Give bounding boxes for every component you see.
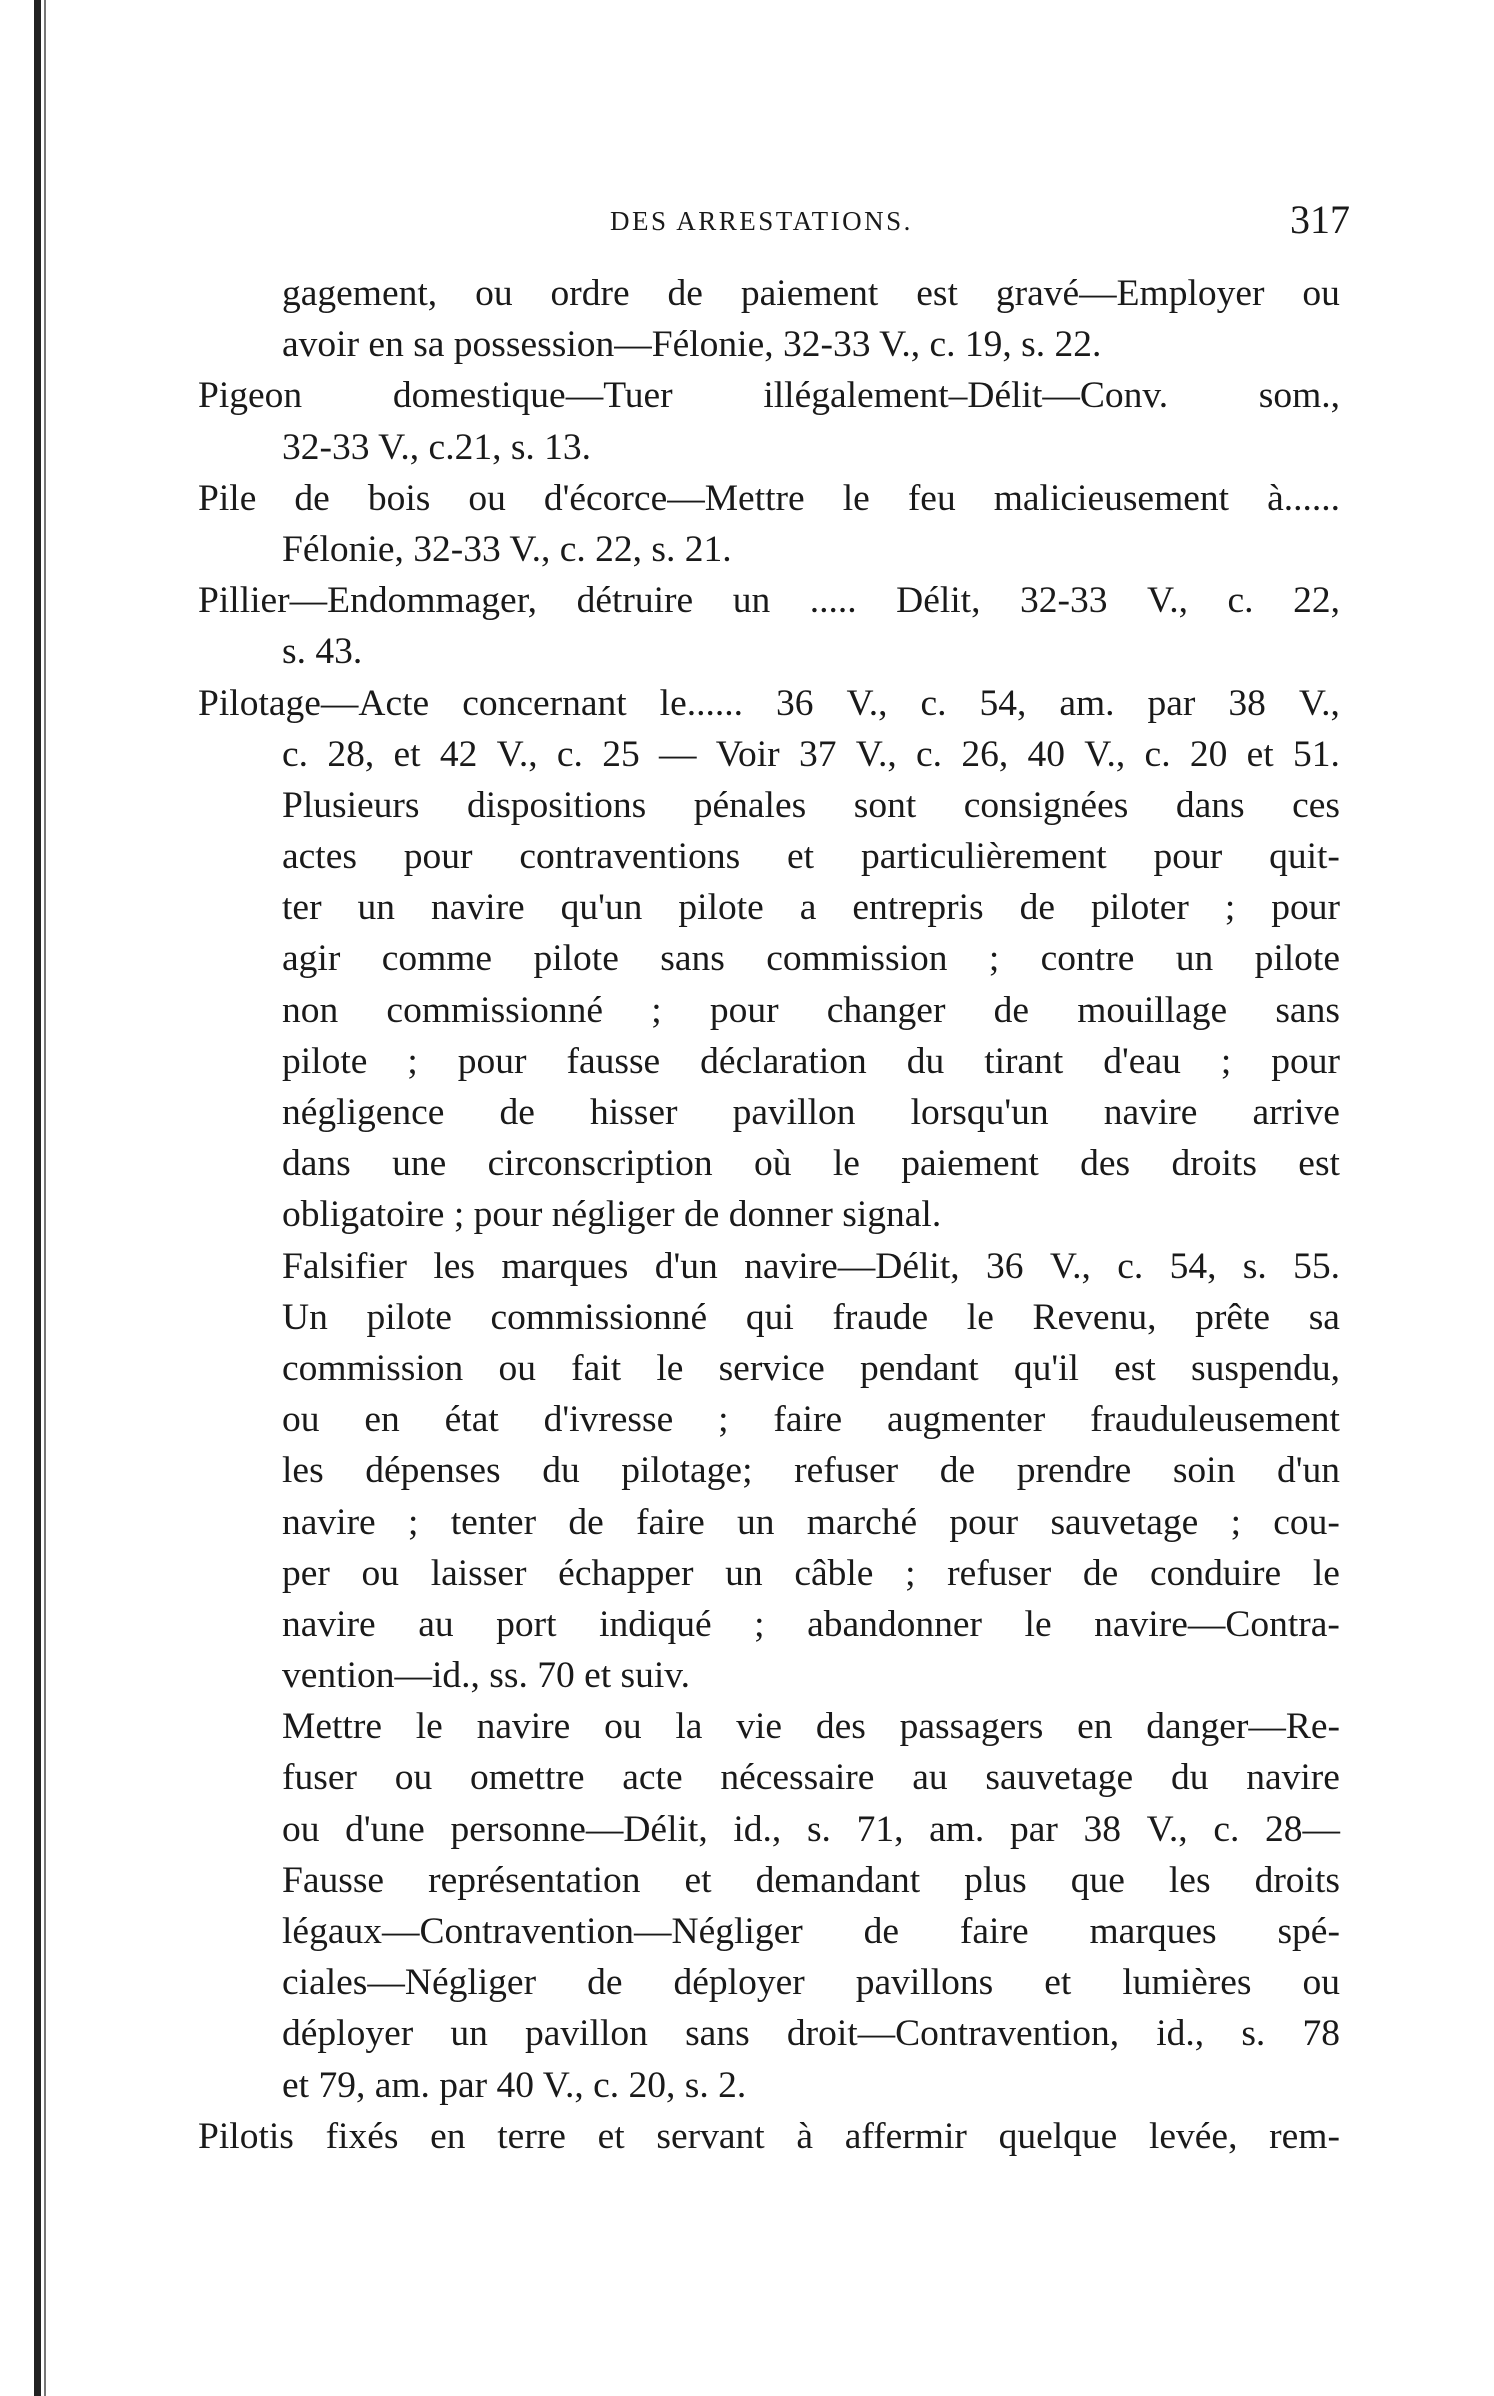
text-line: négligence de hisser pavillon lorsqu'un navire arrive	[282, 1092, 1340, 1133]
text-line: Falsifier les marques d'un navire—Délit, 36 V., c. 54, s. 55.	[282, 1245, 1340, 1287]
text-line: déployer un pavillon sans droit—Contravention, id., s. 78	[282, 2013, 1340, 2055]
binding-edge-shadow	[44, 0, 46, 2396]
text-line: avoir en sa possession—Félonie, 32-33 V., c. 19, s. 22.	[282, 324, 1102, 366]
text-line: Un pilote commissionné qui fraude le Revenu, prête sa	[282, 1296, 1340, 1338]
text-line: obligatoire ; pour négliger de donner signal.	[282, 1194, 942, 1236]
text-line: 32-33 V., c.21, s. 13.	[282, 426, 592, 468]
text-line: per ou laisser échapper un câble ; refuser de conduire le	[282, 1552, 1340, 1594]
text-line: ter un navire qu'un pilote a entrepris de piloter ; pour	[282, 887, 1340, 929]
text-line: Pillier—Endommager, détruire un ..... Délit, 32-33 V., c. 22,	[198, 580, 1340, 622]
text-line: ou en état d'ivresse ; faire augmenter frauduleusement	[282, 1399, 1340, 1441]
text-line: Mettre le navire ou la vie des passagers en danger—Re-	[282, 1706, 1340, 1748]
text-line: pilote ; pour fausse déclaration du tirant d'eau ; pour	[282, 1040, 1340, 1082]
binding-edge	[34, 0, 41, 2396]
running-title: DES ARRESTATIONS.	[610, 206, 913, 236]
text-line: Pigeon domestique—Tuer illégalement–Délit—Conv. som.,	[198, 375, 1340, 417]
text-line: gagement, ou ordre de paiement est gravé—Employer ou	[282, 273, 1340, 314]
text-line: et 79, am. par 40 V., c. 20, s. 2.	[282, 2064, 747, 2106]
text-line: navire ; tenter de faire un marché pour sauvetage ; cou-	[282, 1501, 1340, 1543]
text-line: Pilotis fixés en terre et servant à affermir quelque levée, rem-	[198, 2115, 1340, 2157]
text-line: Pilotage—Acte concernant le...... 36 V., c. 54, am. par 38 V.,	[198, 682, 1340, 724]
text-line: actes pour contraventions et particulièrement pour quit-	[282, 836, 1340, 878]
text-line: vention—id., ss. 70 et suiv.	[282, 1655, 690, 1697]
text-line: navire au port indiqué ; abandonner le navire—Contra-	[282, 1603, 1340, 1645]
text-line: Fausse représentation et demandant plus que les droits	[282, 1859, 1340, 1901]
text-line: c. 28, et 42 V., c. 25 — Voir 37 V., c. 26, 40 V., c. 20 et 51.	[282, 733, 1340, 775]
text-line: commission ou fait le service pendant qu'il est suspendu,	[282, 1347, 1340, 1389]
text-line: agir comme pilote sans commission ; contre un pilote	[282, 938, 1340, 980]
text-line: ciales—Négliger de déployer pavillons et lumières ou	[282, 1962, 1340, 2004]
text-line: non commissionné ; pour changer de mouillage sans	[282, 989, 1340, 1031]
text-line: les dépenses du pilotage; refuser de prendre soin d'un	[282, 1450, 1340, 1492]
text-line: Félonie, 32-33 V., c. 22, s. 21.	[282, 528, 732, 570]
page-number: 317	[1290, 197, 1350, 242]
text-line: fuser ou omettre acte nécessaire au sauvetage du navire	[282, 1757, 1340, 1799]
text-line: Plusieurs dispositions pénales sont consignées dans ces	[282, 784, 1340, 826]
text-line: Pile de bois ou d'écorce—Mettre le feu malicieusement à......	[198, 477, 1340, 519]
text-line: s. 43.	[282, 631, 363, 673]
text-line: dans une circonscription où le paiement des droits est	[282, 1143, 1340, 1185]
text-line: ou d'une personne—Délit, id., s. 71, am. par 38 V., c. 28—	[282, 1808, 1340, 1850]
body-text	[198, 268, 1340, 2162]
page-header	[200, 196, 1350, 252]
text-line: légaux—Contravention—Négliger de faire marques spé-	[282, 1911, 1340, 1952]
